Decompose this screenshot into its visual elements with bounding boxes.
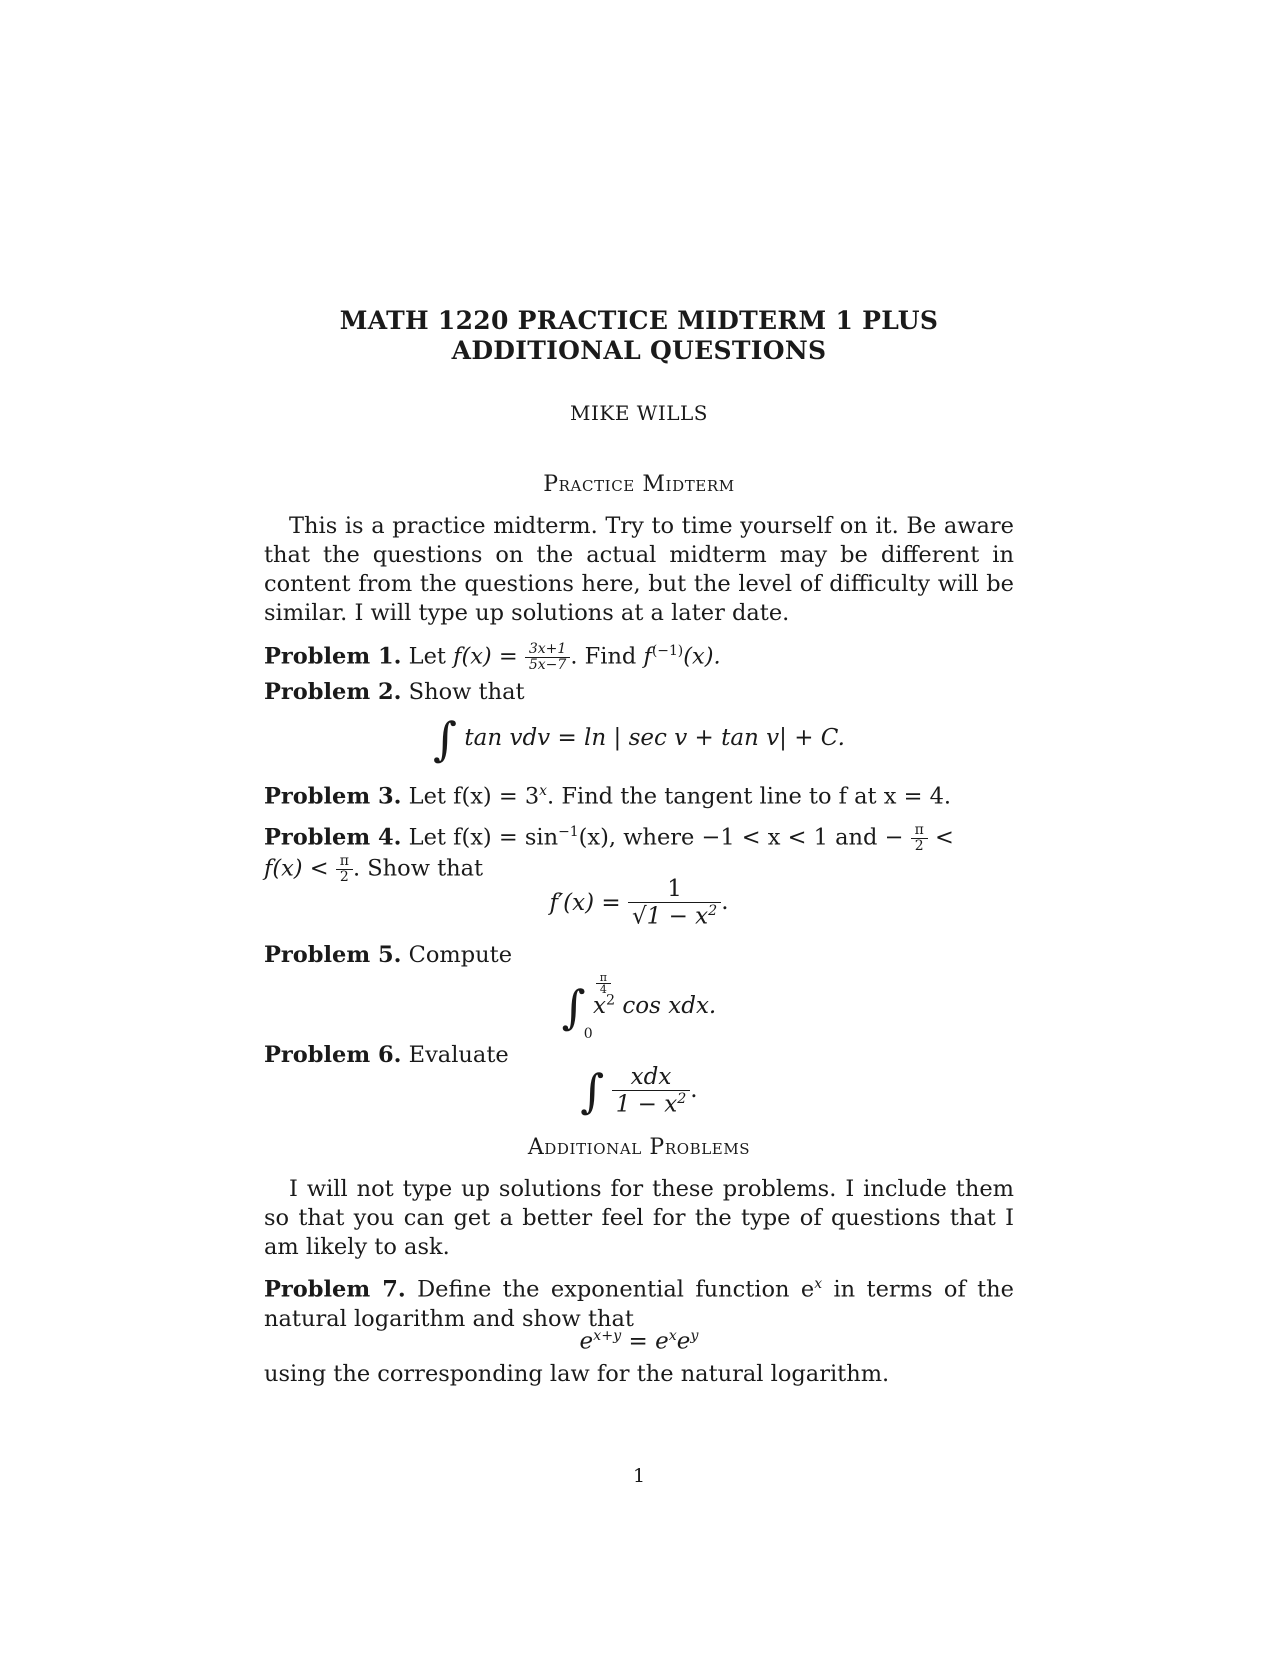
title-line-2: ADDITIONAL QUESTIONS — [451, 336, 827, 365]
practice-intro-text: This is a practice midterm. Try to time yourself on it. Be aware that the questions on the actual midterm may be different in content from the questions here, but the level of difficulty will be similar. I will type up solutions at a later date. — [264, 513, 1014, 626]
problem-4-equation — [264, 876, 1014, 930]
problem-7-text-a: Define the exponential function e — [417, 1276, 815, 1303]
integral-sign: ∫ — [580, 1064, 605, 1118]
pi-numerator: π — [339, 853, 349, 869]
problem-4-line1: Let f(x) = sin — [408, 824, 559, 851]
problem-5-label: Problem 5. — [264, 942, 402, 968]
problem-1-denominator: 5x−7 — [525, 657, 570, 673]
problem-4-dot: . — [721, 888, 729, 915]
problem-2-equation-body: tan vdv = ln | sec v + tan v| + C. — [464, 725, 845, 751]
author: MIKE WILLS — [570, 401, 708, 425]
problem-4-den-text: √1 − x — [632, 903, 709, 930]
problem-4-line1b: (x), where −1 < x < 1 and − — [578, 824, 904, 851]
problem-2-equation — [264, 712, 1014, 766]
upper-limit — [596, 972, 611, 995]
upper-limit-four: 4 — [596, 983, 611, 995]
problem-4-lhs: f′(x) = — [549, 889, 621, 916]
two-denominator: 2 — [336, 869, 353, 885]
problem-4-denominator — [628, 902, 721, 930]
problem-4-sup: −1 — [558, 824, 579, 840]
problem-4-label: Problem 4. — [264, 824, 402, 851]
definite-integral — [561, 971, 607, 1042]
problem-6-equation — [264, 1064, 1014, 1118]
problem-4-den-sup: 2 — [708, 903, 718, 919]
problem-4 — [264, 818, 1014, 885]
integral-sign: ∫ — [561, 980, 586, 1034]
section-title-additional: Additional Problems — [527, 1135, 751, 1160]
problem-6-text: Evaluate — [408, 1042, 509, 1068]
problem-5-body: x — [593, 993, 607, 1019]
section-title-practice: Practice Midterm — [543, 472, 735, 497]
problem-3-tail: . Find the tangent line to f at x = 4. — [547, 783, 952, 810]
problem-5 — [264, 941, 1014, 970]
problem-2 — [264, 678, 1014, 707]
eq-mid: = e — [628, 1328, 669, 1355]
problem-4-pi-half-1 — [911, 823, 928, 854]
document-title — [264, 306, 1014, 366]
additional-intro — [264, 1175, 1014, 1262]
upper-limit-pi: π — [599, 971, 607, 984]
problem-7-after — [264, 1360, 1014, 1389]
lower-limit: 0 — [583, 1026, 593, 1042]
problem-3-label: Problem 3. — [264, 783, 402, 810]
pi-numerator: π — [914, 822, 924, 838]
problem-4-lt: < — [934, 824, 954, 851]
problem-6-dot: . — [690, 1077, 698, 1103]
problem-6-fraction — [612, 1064, 691, 1118]
eq-sup-xy: x+y — [593, 1328, 622, 1344]
problem-1-fraction — [525, 642, 570, 673]
integral-sign: ∫ — [433, 712, 458, 766]
problem-2-label: Problem 2. — [264, 679, 402, 705]
problem-3-sup: x — [539, 783, 548, 799]
problem-1-label: Problem 1. — [264, 643, 402, 670]
problem-5-body-sup: 2 — [606, 992, 616, 1009]
problem-6-numerator: xdx — [630, 1064, 672, 1091]
two-denominator: 2 — [911, 838, 928, 854]
problem-1-inverse-tail: (x). — [683, 643, 721, 670]
problem-4-numerator: 1 — [667, 876, 682, 902]
problem-7-text-b: in terms of the natural logarithm and show that — [264, 1276, 1014, 1332]
problem-1-text-a: Let — [408, 643, 446, 670]
problem-1-numerator: 3x+1 — [528, 641, 567, 657]
eq-e-right: e — [676, 1328, 691, 1355]
eq-sup-y: y — [690, 1328, 699, 1344]
problem-1-fx: f(x) = — [453, 643, 518, 670]
practice-intro — [264, 512, 1014, 628]
problem-7-equation — [264, 1328, 1014, 1355]
problem-2-text: Show that — [408, 679, 525, 705]
problem-7-after-text: using the corresponding law for the natural logarithm. — [264, 1361, 890, 1387]
problem-6-label: Problem 6. — [264, 1042, 402, 1068]
page-number: 1 — [632, 1465, 646, 1487]
problem-6-den-sup: 2 — [677, 1091, 687, 1108]
problem-7-label: Problem 7. — [264, 1276, 406, 1303]
problem-1-inverse-sup: (−1) — [651, 643, 684, 659]
problem-7-sup-x: x — [814, 1276, 823, 1292]
title-line-1: MATH 1220 PRACTICE MIDTERM 1 PLUS — [339, 306, 939, 335]
problem-1-inverse: f — [643, 643, 652, 670]
problem-3-text: Let f(x) = 3 — [408, 783, 540, 810]
problem-7 — [264, 1270, 1014, 1334]
problem-4-line2a: f(x) < — [264, 855, 329, 882]
eq-sup-x: x — [668, 1328, 677, 1344]
problem-3 — [264, 777, 1014, 812]
problem-4-fraction — [628, 876, 721, 930]
additional-intro-text: I will not type up solutions for these problems. I include them so that you can get a better feel for the type of questions that I am likely to ask. — [264, 1176, 1014, 1260]
problem-5-equation — [264, 971, 1014, 1042]
eq-e-left: e — [579, 1328, 594, 1355]
problem-6-denominator — [612, 1090, 691, 1118]
problem-4-line2b: . Show that — [352, 855, 484, 882]
problem-6-den-text: 1 − x — [615, 1091, 678, 1118]
problem-5-text: Compute — [408, 942, 513, 968]
problem-1-text-b: . Find — [570, 643, 637, 670]
problem-1 — [264, 634, 1014, 674]
problem-5-body-tail: cos xdx. — [622, 993, 717, 1019]
